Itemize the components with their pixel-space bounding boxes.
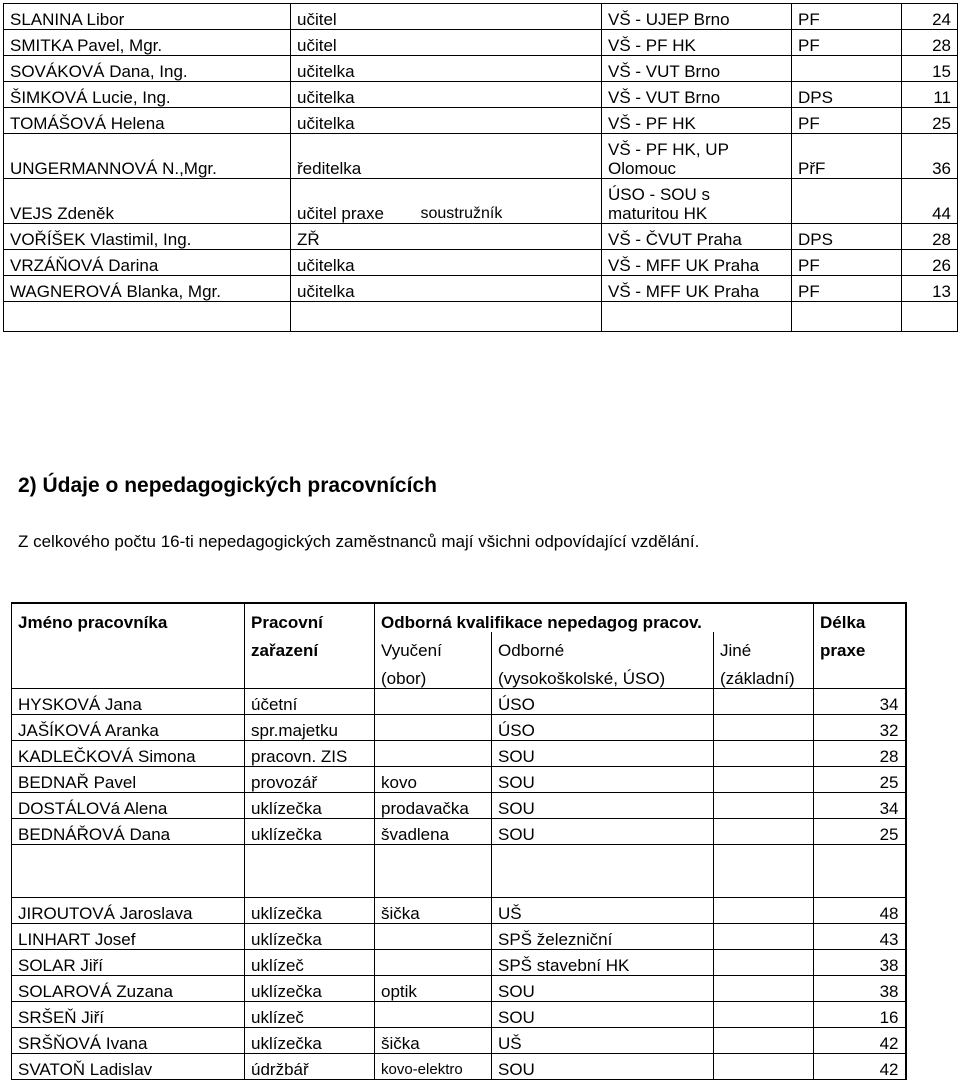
cell-trained <box>375 715 492 741</box>
header-name: Jméno pracovníka <box>12 603 245 632</box>
table-row <box>12 767 906 793</box>
cell-trained: šička <box>375 898 492 924</box>
cell-length: 28 <box>814 741 906 767</box>
table-row <box>12 741 906 767</box>
cell-position <box>245 845 375 898</box>
cell-vocational: SOU <box>492 741 714 767</box>
cell-position: spr.majetku <box>245 715 375 741</box>
cell-length: 34 <box>814 689 906 715</box>
cell-position: uklízečka <box>245 793 375 819</box>
cell-position: učitelka <box>291 108 415 134</box>
cell-position: ZŘ <box>291 224 415 250</box>
table-row <box>12 898 906 924</box>
header-trained-2: (obor) <box>375 660 492 689</box>
cell-name: ŠIMKOVÁ Lucie, Ing. <box>4 82 291 108</box>
cell-type: DPS <box>792 82 902 108</box>
cell-other <box>714 924 814 950</box>
cell-years: 28 <box>902 30 958 56</box>
cell-qualification-extra <box>415 302 602 332</box>
cell-length: 42 <box>814 1054 906 1080</box>
cell-trained <box>375 845 492 898</box>
cell-other <box>714 715 814 741</box>
cell-education: VŠ - PF HK, UP Olomouc <box>602 134 792 179</box>
cell-qualification-extra <box>415 276 602 302</box>
cell-vocational: SOU <box>492 767 714 793</box>
cell-name: JAŠÍKOVÁ Aranka <box>12 715 245 741</box>
header-length: Délka <box>814 603 906 632</box>
table-header-row-2 <box>12 632 906 660</box>
cell-other <box>714 767 814 793</box>
cell-name <box>12 845 245 898</box>
cell-vocational: SPŠ železniční <box>492 924 714 950</box>
cell-name: VEJS Zdeněk <box>4 179 291 224</box>
cell-vocational <box>492 845 714 898</box>
cell-vocational: ÚSO <box>492 715 714 741</box>
cell-position: učitel <box>291 4 415 30</box>
cell-education: VŠ - UJEP Brno <box>602 4 792 30</box>
cell-name: SMITKA Pavel, Mgr. <box>4 30 291 56</box>
cell-type: PřF <box>792 134 902 179</box>
cell-position <box>291 302 415 332</box>
cell-qualification-extra <box>415 30 602 56</box>
cell-trained <box>375 741 492 767</box>
cell-other <box>714 845 814 898</box>
cell-length: 32 <box>814 715 906 741</box>
cell-education: VŠ - VUT Brno <box>602 56 792 82</box>
cell-name: SOLAROVÁ Zuzana <box>12 976 245 1002</box>
cell-length: 42 <box>814 1028 906 1054</box>
cell-trained: kovo-elektro <box>375 1054 492 1080</box>
cell-other <box>714 976 814 1002</box>
cell-years: 13 <box>902 276 958 302</box>
cell-name: SOVÁKOVÁ Dana, Ing. <box>4 56 291 82</box>
cell-name: SRŠŇOVÁ Ivana <box>12 1028 245 1054</box>
cell-years: 44 <box>902 179 958 224</box>
cell-years: 25 <box>902 108 958 134</box>
cell-position: učitel <box>291 30 415 56</box>
cell-length: 48 <box>814 898 906 924</box>
cell-position: ředitelka <box>291 134 415 179</box>
cell-type <box>792 302 902 332</box>
cell-other <box>714 793 814 819</box>
cell-years: 15 <box>902 56 958 82</box>
cell-type: PF <box>792 108 902 134</box>
staff-table-nonpedagogical <box>11 602 907 1080</box>
cell-position: účetní <box>245 689 375 715</box>
cell-length: 34 <box>814 793 906 819</box>
cell-position: učitelka <box>291 82 415 108</box>
cell-vocational: SOU <box>492 1054 714 1080</box>
staff-table-teachers <box>3 3 958 332</box>
cell-other <box>714 898 814 924</box>
header-position: Pracovní <box>245 603 375 632</box>
cell-name: SRŠEŇ Jiří <box>12 1002 245 1028</box>
cell-name: BEDNAŘ Pavel <box>12 767 245 793</box>
cell-length: 25 <box>814 767 906 793</box>
cell-qualification-extra <box>415 224 602 250</box>
cell-position: uklízečka <box>245 976 375 1002</box>
cell-position: uklízečka <box>245 1028 375 1054</box>
cell-trained: optik <box>375 976 492 1002</box>
cell-name: BEDNÁŘOVÁ Dana <box>12 819 245 845</box>
cell-years: 28 <box>902 224 958 250</box>
cell-type <box>792 179 902 224</box>
cell-years: 11 <box>902 82 958 108</box>
cell-vocational: UŠ <box>492 1028 714 1054</box>
cell-other <box>714 950 814 976</box>
table-row <box>4 30 958 56</box>
table-row <box>12 845 906 898</box>
table-header-row-1 <box>12 603 906 632</box>
table-row <box>12 1002 906 1028</box>
cell-qualification-extra <box>415 4 602 30</box>
cell-education: VŠ - VUT Brno <box>602 82 792 108</box>
cell-other <box>714 741 814 767</box>
header-length-2: praxe <box>814 632 906 660</box>
cell-education: VŠ - MFF UK Praha <box>602 276 792 302</box>
header-position-2: zařazení <box>245 632 375 660</box>
cell-trained: švadlena <box>375 819 492 845</box>
cell-education: ÚSO - SOU s maturitou HK <box>602 179 792 224</box>
cell-position: uklízečka <box>245 819 375 845</box>
cell-name: KADLEČKOVÁ Simona <box>12 741 245 767</box>
cell-vocational: SOU <box>492 976 714 1002</box>
table-row <box>4 276 958 302</box>
cell-trained: kovo <box>375 767 492 793</box>
cell-education: VŠ - PF HK <box>602 30 792 56</box>
cell-qualification-extra <box>415 82 602 108</box>
table-row <box>12 715 906 741</box>
cell-name: UNGERMANNOVÁ N.,Mgr. <box>4 134 291 179</box>
table-row <box>4 250 958 276</box>
cell-name: SOLAR Jiří <box>12 950 245 976</box>
cell-other <box>714 819 814 845</box>
cell-name: TOMÁŠOVÁ Helena <box>4 108 291 134</box>
cell-years: 24 <box>902 4 958 30</box>
table-row <box>12 976 906 1002</box>
cell-other <box>714 689 814 715</box>
table-row <box>12 819 906 845</box>
cell-vocational: SOU <box>492 793 714 819</box>
cell-years: 26 <box>902 250 958 276</box>
table-row <box>4 224 958 250</box>
cell-length: 25 <box>814 819 906 845</box>
cell-years <box>902 302 958 332</box>
table-row <box>4 4 958 30</box>
header-vocational: Odborné <box>492 632 714 660</box>
cell-position: uklízeč <box>245 950 375 976</box>
cell-length: 16 <box>814 1002 906 1028</box>
cell-position: učitel praxe <box>291 179 415 224</box>
table-row <box>12 793 906 819</box>
header-qualification: Odborná kvalifikace nepedagog pracov. <box>375 603 814 632</box>
cell-years: 36 <box>902 134 958 179</box>
header-other: Jiné <box>714 632 814 660</box>
cell-length <box>814 845 906 898</box>
header-other-2: (základní) <box>714 660 814 689</box>
cell-vocational: SOU <box>492 1002 714 1028</box>
table-row <box>12 689 906 715</box>
cell-vocational: SOU <box>492 819 714 845</box>
table-row <box>4 134 958 179</box>
table-row <box>4 302 958 332</box>
cell-education: VŠ - ČVUT Praha <box>602 224 792 250</box>
table-row <box>12 924 906 950</box>
cell-type: PF <box>792 276 902 302</box>
cell-trained <box>375 689 492 715</box>
cell-position: učitelka <box>291 276 415 302</box>
cell-qualification-extra <box>415 56 602 82</box>
cell-name: DOSTÁLOVá Alena <box>12 793 245 819</box>
cell-trained <box>375 1002 492 1028</box>
cell-trained <box>375 924 492 950</box>
table-row <box>4 56 958 82</box>
table-row <box>12 1054 906 1080</box>
cell-position: učitelka <box>291 56 415 82</box>
cell-position: uklízečka <box>245 924 375 950</box>
cell-length: 38 <box>814 950 906 976</box>
cell-trained: šička <box>375 1028 492 1054</box>
cell-name: HYSKOVÁ Jana <box>12 689 245 715</box>
cell-name: VRZÁŇOVÁ Darina <box>4 250 291 276</box>
cell-name: WAGNEROVÁ Blanka, Mgr. <box>4 276 291 302</box>
cell-position: údržbář <box>245 1054 375 1080</box>
cell-education: VŠ - PF HK <box>602 108 792 134</box>
header-vocational-2: (vysokoškolské, ÚSO) <box>492 660 714 689</box>
cell-length: 43 <box>814 924 906 950</box>
cell-trained: prodavačka <box>375 793 492 819</box>
cell-type <box>792 56 902 82</box>
table-row <box>4 108 958 134</box>
cell-vocational: SPŠ stavební HK <box>492 950 714 976</box>
cell-name: SLANINA Libor <box>4 4 291 30</box>
cell-education: VŠ - MFF UK Praha <box>602 250 792 276</box>
cell-name: JIROUTOVÁ Jaroslava <box>12 898 245 924</box>
cell-type: PF <box>792 4 902 30</box>
table-row <box>4 179 958 224</box>
cell-other <box>714 1054 814 1080</box>
cell-position: učitelka <box>291 250 415 276</box>
cell-qualification-extra <box>415 134 602 179</box>
cell-other <box>714 1002 814 1028</box>
cell-position: uklízečka <box>245 898 375 924</box>
table-header-row-3 <box>12 660 906 689</box>
cell-name: SVATOŇ Ladislav <box>12 1054 245 1080</box>
cell-vocational: UŠ <box>492 898 714 924</box>
cell-other <box>714 1028 814 1054</box>
cell-position: pracovn. ZIS <box>245 741 375 767</box>
table-row <box>4 82 958 108</box>
cell-name <box>4 302 291 332</box>
cell-education <box>602 302 792 332</box>
section-paragraph: Z celkového počtu 16-ti nepedagogických zaměstnanců mají všichni odpovídající vzdělání. <box>18 532 700 551</box>
table-row <box>12 1028 906 1054</box>
section-heading: 2) Údaje o nepedagogických pracovnících <box>18 474 437 497</box>
cell-name: VOŘÍŠEK Vlastimil, Ing. <box>4 224 291 250</box>
cell-length: 38 <box>814 976 906 1002</box>
cell-vocational: ÚSO <box>492 689 714 715</box>
cell-type: PF <box>792 30 902 56</box>
cell-type: PF <box>792 250 902 276</box>
cell-position: provozář <box>245 767 375 793</box>
header-trained: Vyučení <box>375 632 492 660</box>
cell-qualification-extra: soustružník <box>415 179 602 224</box>
cell-name: LINHART Josef <box>12 924 245 950</box>
cell-type: DPS <box>792 224 902 250</box>
cell-trained <box>375 950 492 976</box>
table-row <box>12 950 906 976</box>
cell-qualification-extra <box>415 108 602 134</box>
cell-qualification-extra <box>415 250 602 276</box>
cell-position: uklízeč <box>245 1002 375 1028</box>
